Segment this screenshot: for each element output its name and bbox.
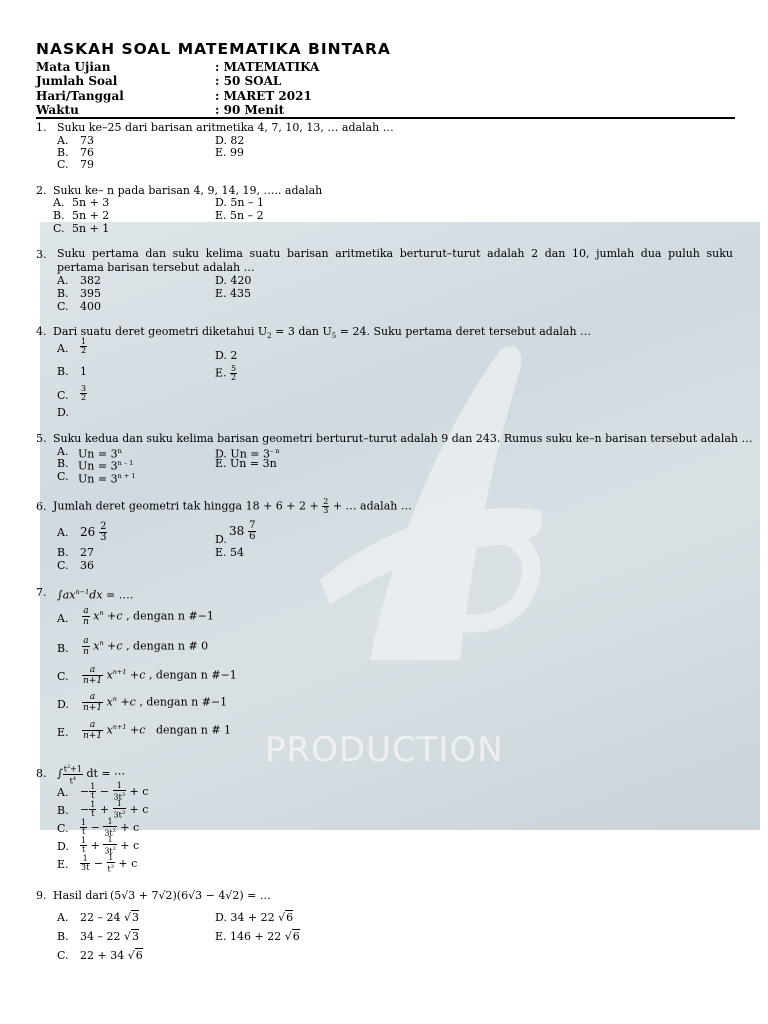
q7-option-c: $\frac{a}{n+1}$ $x^{n+1} +c$ , dengan n #−1: [83, 665, 237, 686]
q4-option-a-letter: A.: [57, 342, 69, 355]
q3-number: 3.: [36, 248, 47, 261]
q3-option-b-letter: B.: [57, 287, 69, 300]
q5-option-e: E. Un = 3n: [215, 457, 277, 470]
q3-option-d: D. 420: [215, 274, 252, 287]
q4-option-d-letter: D.: [57, 406, 69, 419]
q2-option-b-letter: B.: [53, 209, 65, 222]
q1-option-a-letter: A.: [57, 134, 69, 147]
q9-option-d: D. 34 + 22 √6: [215, 911, 294, 924]
header-value-subject: : MATEMATIKA: [215, 60, 320, 74]
q1-text: Suku ke–25 dari barisan aritmetika 4, 7, 10, 13, … adalah …: [57, 121, 394, 134]
header-value-count: : 50 SOAL: [215, 74, 282, 88]
q5-option-a: $Un = 3^n$: [78, 447, 122, 461]
q7-option-b: $\frac{a}{n}$ $x^n +c$ , dengan n # 0: [83, 636, 209, 657]
q4-option-b: 1: [80, 365, 87, 378]
q6-text: Jumlah deret geometri tak hingga 18 + 6 + 2 + $\frac{2}{3}$ + … adalah …: [53, 497, 412, 515]
q2-option-e: E. 5n – 2: [215, 209, 264, 222]
q9-option-e: E. 146 + 22 √6: [215, 930, 300, 943]
q7-number: 7.: [36, 586, 47, 599]
q7-option-a-letter: A.: [57, 612, 69, 625]
q4-option-d: D. 2: [215, 349, 238, 362]
q8-option-d: $\frac{1}{t}$ + $\frac{1}{3t^3}$ + c: [81, 835, 140, 856]
q3-option-b: 395: [80, 287, 101, 300]
q6-option-b-letter: B.: [57, 546, 69, 559]
q1-option-d: D. 82: [215, 134, 245, 147]
q9-number: 9.: [36, 889, 47, 902]
header-label-subject: Mata Ujian: [36, 60, 111, 74]
q4-option-c-letter: C.: [57, 389, 69, 402]
header-label-date: Hari/Tanggal: [36, 89, 124, 103]
q7-option-c-letter: C.: [57, 670, 69, 683]
q4-option-c: $\frac{3}{2}$: [81, 384, 87, 402]
document-title: NASKAH SOAL MATEMATIKA BINTARA: [36, 40, 391, 58]
q2-option-a-letter: A.: [53, 196, 65, 209]
q8-option-a: − $\frac{1}{t}$ − $\frac{1}{3t^3}$ + c: [80, 781, 149, 802]
q9-option-a: 22 – 24 √3: [80, 911, 140, 924]
q3-option-c-letter: C.: [57, 300, 69, 313]
q5-option-b: $Un = 3^{n - 1}$: [78, 459, 134, 473]
q2-option-c: 5n + 1: [72, 222, 110, 235]
q9-option-b-letter: B.: [57, 930, 69, 943]
q1-option-b: 76: [80, 146, 94, 159]
q8-option-b-letter: B.: [57, 804, 69, 817]
q4-text: Dari suatu deret geometri diketahui $U_2 = 3$ dan $U_5 = 24$. Suku pertama deret tersebut adalah …: [53, 325, 592, 341]
q8-option-c-letter: C.: [57, 822, 69, 835]
q1-option-c-letter: C.: [57, 158, 69, 171]
q9-lead: Hasil dari: [53, 889, 108, 902]
header-value-time: : 90 Menit: [215, 103, 285, 117]
q1-option-a: 73: [80, 134, 94, 147]
q7-question: $\int ax^{n-1}dx$ = ….: [57, 588, 134, 602]
q9-option-c-letter: C.: [57, 949, 69, 962]
q8-number: 8.: [36, 767, 47, 780]
q5-option-c-letter: C.: [57, 470, 69, 483]
q8-option-e-letter: E.: [57, 858, 69, 871]
q2-option-c-letter: C.: [53, 222, 65, 235]
q3-option-e: E. 435: [215, 287, 252, 300]
q7-option-d-letter: D.: [57, 698, 69, 711]
q2-number: 2.: [36, 184, 47, 197]
q6-option-c-letter: C.: [57, 559, 69, 572]
q8-option-a-letter: A.: [57, 786, 69, 799]
q8-option-d-letter: D.: [57, 840, 69, 853]
q4-option-b-letter: B.: [57, 365, 69, 378]
q6-option-b: 27: [80, 546, 94, 559]
q5-number: 5.: [36, 432, 47, 445]
q6-option-a: 26 $\frac{2}{3}$: [80, 521, 107, 543]
q1-option-e: E. 99: [215, 146, 245, 159]
q2-option-d: D. 5n – 1: [215, 196, 264, 209]
q2-text: Suku ke– n pada barisan 4, 9, 14, 19, ….. adalah: [53, 184, 323, 197]
q4-number: 4.: [36, 325, 47, 338]
q1-option-c: 79: [80, 158, 94, 171]
q8-question: ∫ $\frac{t^2+1}{t^4}$ dt = ⋯: [57, 764, 126, 786]
header-label-count: Jumlah Soal: [36, 74, 118, 88]
q1-option-b-letter: B.: [57, 146, 69, 159]
q3-option-a: 382: [80, 274, 101, 287]
q6-option-e: E. 54: [215, 546, 245, 559]
q5-text: Suku kedua dan suku kelima barisan geometri berturut–turut adalah 9 dan 243. Rumus suku ke–n barisan tersebut adalah …: [53, 432, 753, 445]
q9-option-c: 22 + 34 √6: [80, 949, 143, 962]
q8-option-c: $\frac{1}{t}$ − $\frac{1}{3t^3}$ + c: [81, 817, 140, 838]
q6-option-a-letter: A.: [57, 526, 69, 539]
q7-option-e-letter: E.: [57, 726, 69, 739]
q4-option-e: E. $\frac{5}{2}$: [215, 364, 237, 382]
q7-option-b-letter: B.: [57, 642, 69, 655]
q5-option-a-letter: A.: [57, 445, 69, 458]
q5-option-d: D. $Un = 3^{- n}$: [215, 447, 280, 461]
header-label-time: Waktu: [36, 103, 79, 117]
q6-option-c: 36: [80, 559, 94, 572]
q3-text: Suku pertama dan suku kelima suatu barisan aritmetika berturut–turut adalah 2 dan 10, jumlah dua puluh suku pertama barisan tersebut adalah …: [57, 247, 733, 274]
q5-option-b-letter: B.: [57, 457, 69, 470]
q3-option-c: 400: [80, 300, 101, 313]
q2-option-a: 5n + 3: [72, 196, 110, 209]
q6-number: 6.: [36, 500, 47, 513]
q1-number: 1.: [36, 121, 47, 134]
header-divider: [36, 117, 735, 119]
q2-option-b: 5n + 2: [72, 209, 110, 222]
q6-option-d-letter: D.: [215, 533, 227, 546]
q7-option-e: $\frac{a}{n+1}$ $x^{n+1} +c$ dengan n # 1: [83, 720, 232, 741]
header-value-date: : MARET 2021: [215, 89, 312, 103]
q6-option-d: 38 $\frac{7}{6}$: [229, 520, 256, 542]
q9-expression: (5√3 + 7√2)(6√3 − 4√2) = …: [110, 889, 271, 902]
q3-option-a-letter: A.: [57, 274, 69, 287]
q7-option-d: $\frac{a}{n+1}$ $x^n +c$ , dengan n #−1: [83, 692, 228, 713]
q4-option-a: $\frac{1}{2}$: [81, 337, 87, 355]
q8-option-e: $\frac{1}{3t}$ − $\frac{1}{t^3}$ + c: [81, 853, 138, 874]
watermark-text: PRODUCTION: [265, 730, 504, 770]
q8-option-b: − $\frac{1}{t}$ + $\frac{1}{3t^3}$ + c: [80, 799, 149, 820]
q9-option-b: 34 – 22 √3: [80, 930, 140, 943]
q5-option-c: $Un = 3^{n + 1}$: [78, 472, 136, 486]
q7-option-a: $\frac{a}{n}$ $x^n +c$ , dengan n #−1: [83, 606, 214, 627]
q9-option-a-letter: A.: [57, 911, 69, 924]
